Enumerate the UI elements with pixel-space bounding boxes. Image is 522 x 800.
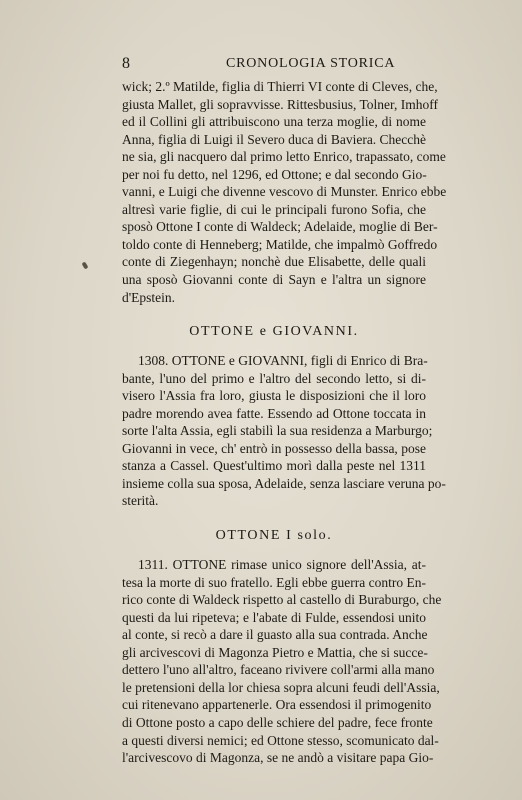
section-heading-ottone-giovanni: OTTONE e GIOVANNI. <box>189 324 359 340</box>
text-line: ed il Collini gli attribuiscono una terza moglie, di nome <box>122 114 426 130</box>
text-line: Anna, figlia di Luigi il Severo duca di Baviera. Checchè <box>122 131 427 147</box>
text-line: gli arcivescovi di Magonza Pietro e Mattia, che si succe- <box>122 644 428 660</box>
text-line: le pretensioni della lor chiesa sopra alcuni feudi dell'Assia, <box>122 679 440 695</box>
text-line: l'arcivescovo di Magonza, se ne andò a visitare papa Gio- <box>122 750 434 766</box>
running-title: CRONOLOGIA STORICA <box>226 56 396 71</box>
text-block <box>122 78 447 767</box>
text-line: vanni, e Luigi che divenne vescovo di Munster. Enrico ebbe <box>122 184 447 200</box>
text-line: 1311. OTTONE rimase unico signore dell'Assia, at- <box>138 557 426 573</box>
text-line: di Ottone posto a capo delle schiere del padre, fece fronte <box>122 714 433 730</box>
text-line: una sposò Giovanni conte di Sayn e l'altra un signore <box>122 272 426 288</box>
text-line: wick; 2.º Matilde, figlia di Thierri VI conte di Cleves, che, <box>122 79 438 94</box>
text-line: sposò Ottone I conte di Waldeck; Adelaide, moglie di Ber- <box>122 219 438 235</box>
text-line: cui ritenevano appartenerle. Ora essendosi il primogenito <box>122 697 432 713</box>
paragraph-1308 <box>122 352 446 510</box>
text-line: d'Epstein. <box>122 289 176 305</box>
text-line: per noi fu detto, nel 1296, ed Ottone; e dal secondo Gio- <box>122 166 427 182</box>
text-line: stanza a Cassel. Quest'ultimo morì dalla peste nel 1311 <box>122 458 426 474</box>
text-line: insieme colla sua sposa, Adelaide, senza lasciare veruna po- <box>122 475 446 491</box>
text-line: altresì varie figlie, di cui le principali furono Sofia, che <box>122 201 426 217</box>
text-line: conte di Ziegenhayn; nonchè due Elisabette, delle quali <box>122 254 426 270</box>
text-line: a questi diversi nemici; ed Ottone stesso, scomunicato dal- <box>122 732 439 748</box>
text-line: padre morendo avea fatte. Essendo ad Ottone toccata in <box>122 405 426 421</box>
text-line: Giovanni in vece, ch' entrò in possesso della bassa, pose <box>122 440 426 456</box>
paragraph-henry-family <box>122 78 447 306</box>
text-line: sorte l'alta Assia, egli stabilì la sua residenza a Marburgo; <box>122 423 433 439</box>
text-line: sterità. <box>122 493 159 509</box>
text-line: toldo conte di Henneberg; Matilde, che impalmò Goffredo <box>122 236 438 252</box>
text-line: questi da lui ripeteva; e l'abate di Fulde, essendosi unito <box>122 609 426 625</box>
text-line: dettero l'uno all'altro, faceano rivivere coll'armi alla mano <box>122 662 435 678</box>
paper-blemish <box>82 261 89 269</box>
page-header <box>122 55 396 77</box>
text-line: rico conte di Waldeck rispetto al castello di Buraburgo, che <box>122 592 442 608</box>
text-line: 1308. OTTONE e GIOVANNI, figli di Enrico di Bra- <box>138 353 428 369</box>
page-number: 8 <box>122 55 130 72</box>
text-line: al conte, si recò a dare il guasto alla sua contrada. Anche <box>122 627 428 643</box>
paragraph-1311 <box>122 556 442 767</box>
text-line: ne sia, gli nacquero dal primo letto Enrico, trapassato, come <box>122 149 446 165</box>
section-heading-ottone-solo: OTTONE I solo. <box>215 528 333 544</box>
text-line: visero l'Assia fra loro, giusta le disposizioni che il loro <box>122 388 426 404</box>
text-line: bante, l'uno del primo e l'altro del secondo letto, si di- <box>122 370 426 386</box>
text-line: giusta Mallet, gli sopravvisse. Rittesbusius, Tolner, Imhoff <box>122 96 438 112</box>
text-line: tesa la morte di suo fratello. Egli ebbe guerra contro En- <box>122 574 427 590</box>
